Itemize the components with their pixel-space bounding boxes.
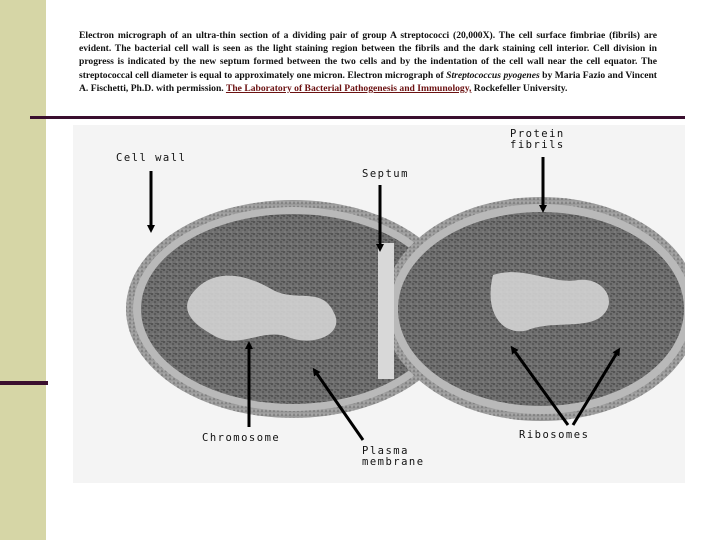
label-chromosome: Chromosome	[202, 432, 281, 444]
septum	[378, 243, 394, 379]
header-divider	[30, 116, 685, 119]
caption-text-2: by Maria Fazio and Vincent A. Fischetti, Ph.D. with permission.	[79, 69, 657, 94]
label-septum: Septum	[362, 168, 409, 180]
left-accent-rule	[0, 381, 48, 385]
caption-species: Streptococcus pyogenes	[446, 69, 540, 81]
label-plasma-membrane-line1: Plasma	[362, 445, 409, 457]
figure-caption	[79, 29, 657, 95]
left-decorative-bar	[0, 0, 46, 540]
lab-link[interactable]: The Laboratory of Bacterial Pathogenesis and Immunology,	[225, 82, 472, 94]
caption-text-3: Rockefeller University.	[471, 82, 568, 94]
electron-micrograph	[73, 125, 685, 483]
label-cell-wall: Cell wall	[116, 152, 187, 164]
label-protein-fibrils-line2: fibrils	[510, 139, 565, 151]
label-plasma-membrane-line2: membrane	[362, 456, 425, 468]
label-protein-fibrils-line1: Protein	[510, 128, 565, 140]
caption-text-1: Electron micrograph of an ultra-thin section of a dividing pair of group A streptococci (20,000X). The cell surface fimbriae (fibrils) are evident. The bacterial cell wall is seen as the light staining region between the fibrils and the dark staining cell interior. Cell division in progress is indicated by the new septum formed between the two cells and by the indentation of the cell wall near the cell equator. The streptococcal cell diameter is equal to approximately one micron. Electron micrograph of	[79, 30, 657, 81]
label-ribosomes: Ribosomes	[519, 429, 590, 441]
